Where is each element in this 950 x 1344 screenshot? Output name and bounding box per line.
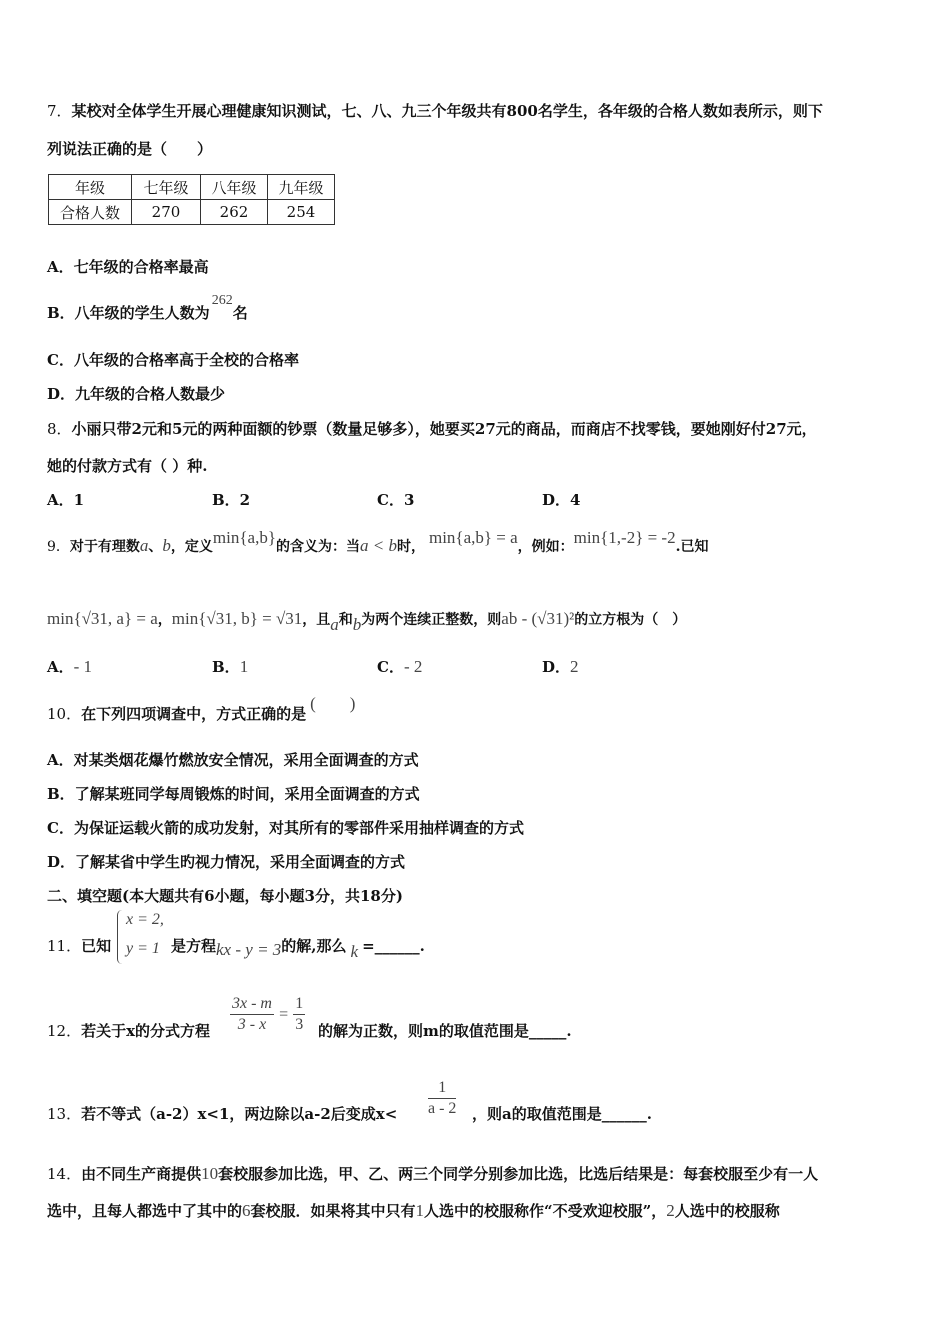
q14-text: 人选中的校服称	[674, 1202, 780, 1220]
q7-line2	[47, 138, 212, 160]
q7-option-b-value: 262	[211, 293, 233, 308]
q9-text: 和	[338, 612, 353, 628]
q9-text: 的立方根为（ ）	[574, 612, 687, 628]
q8-line2	[47, 455, 207, 477]
q14-num-2: 2	[666, 1201, 675, 1220]
q9-option-label: C．	[377, 658, 404, 676]
q9-expr: ab - (√31)²	[501, 609, 575, 628]
q12-lhs-fraction	[230, 994, 274, 1035]
q11-blank: =______.	[362, 937, 425, 955]
q8-option-b: B．2	[212, 491, 251, 509]
q9-sep: 、	[148, 539, 163, 555]
q7-text2: 列说法正确的是（ ）	[47, 140, 213, 158]
q9-text: 为两个连续正整数，则	[361, 612, 502, 628]
q9-var-a: a	[330, 615, 339, 634]
q7-text1: 某校对全体学生开展心理健康知识测试，七、八、九三个年级共有800名学生，各年级的合格人数如表所示，则下	[71, 102, 823, 120]
q7-grade-table	[48, 174, 335, 225]
q14-text: 选中，且每人都选中了其中的	[47, 1202, 243, 1220]
q9-cond1: min{√31, a} = a	[47, 609, 158, 628]
table-header-cell: 八年级	[201, 175, 268, 200]
q9-line1	[47, 528, 709, 558]
q8-line1	[47, 418, 817, 440]
q10-option-b: B．了解某班同学每周锻炼的时间，采用全面调查的方式	[47, 785, 420, 803]
q7-line1	[47, 100, 823, 122]
q14-num-10: 10	[201, 1164, 219, 1183]
q11-text: 已知	[81, 937, 112, 955]
q9-option-b	[212, 656, 248, 678]
q14-text: 套校服．如果将其中只有	[250, 1202, 416, 1220]
q9-cond2: min{√31, b} = √31	[171, 609, 303, 628]
q7-option-b-unit: 名	[232, 304, 248, 322]
q7-option-b	[47, 293, 248, 326]
q9-option-value: - 2	[403, 657, 423, 676]
q14-text: 套校服参加比选，甲、乙、两三个同学分别参加比选，比选后结果是：每套校服至少有一人	[218, 1165, 819, 1183]
q9-option-c	[377, 656, 422, 678]
q7-number: 7．	[47, 102, 72, 120]
table-header-cell: 九年级	[268, 175, 335, 200]
q13-line	[47, 1103, 397, 1125]
q9-option-value: 1	[239, 657, 249, 676]
q9-comma: ，	[157, 612, 172, 628]
q11-text: 是方程	[171, 937, 217, 955]
table-cell: 262	[201, 200, 268, 225]
q11-line	[47, 935, 111, 957]
q9-option-label: D．	[542, 658, 571, 676]
q10-text: 在下列四项调查中，方式正确的是	[81, 705, 307, 723]
section-2-heading: 二、填空题(本大题共有6小题，每小题3分，共18分)	[47, 887, 403, 905]
q9-text: .已知	[675, 539, 709, 555]
q14-number: 14．	[47, 1165, 82, 1183]
q13-fraction-expr	[428, 1078, 456, 1119]
q12-equals: =	[279, 1006, 289, 1023]
q9-text: ，定义	[170, 539, 213, 555]
q9-min-eq: min{a,b} = a	[428, 528, 518, 547]
q9-text: ，且	[302, 612, 331, 628]
q11-number: 11．	[47, 937, 82, 955]
q13-number: 13．	[47, 1105, 82, 1123]
q10-option-c: C．为保证运载火箭的成功发射，对其所有的零部件采用抽样调查的方式	[47, 819, 524, 837]
q12-rhs-numerator: 1	[293, 994, 305, 1015]
q9-option-value: 2	[570, 657, 579, 676]
q9-option-a	[47, 656, 92, 678]
q11-system-eq2: y = 1	[126, 940, 160, 957]
q14-line1	[47, 1163, 818, 1185]
q9-var-b: b	[162, 536, 171, 555]
table-header-cell: 年级	[49, 175, 132, 200]
q9-option-d	[542, 656, 579, 678]
q9-min-def: min{a,b}	[212, 528, 276, 547]
q12-number: 12．	[47, 1022, 82, 1040]
q9-var-a: a	[139, 536, 149, 555]
q11-equation: kx - y = 3	[216, 940, 282, 959]
q9-number: 9．	[47, 539, 70, 555]
q14-text: 由不同生产商提供	[81, 1165, 202, 1183]
q8-option-c: C．3	[377, 491, 415, 509]
q9-text: 时，	[396, 539, 425, 555]
q12-rhs-fraction	[293, 994, 305, 1035]
q12-fraction	[230, 994, 305, 1035]
q8-text1: 小丽只带2元和5元的两种面额的钞票（数量足够多），她要买27元的商品，而商店不找零钱，要她刚好付27元，	[71, 420, 817, 438]
table-row-label: 合格人数	[49, 200, 132, 225]
q9-condition: a < b	[359, 536, 397, 555]
q7-option-c: C．八年级的合格率高于全校的合格率	[47, 351, 299, 369]
q13-line-rest	[472, 1103, 652, 1125]
q11-var-k: k	[350, 942, 359, 961]
q14-line2	[47, 1200, 780, 1222]
q10-option-a: A．对某类烟花爆竹燃放安全情况，采用全面调查的方式	[47, 751, 419, 769]
q11-line-rest	[171, 935, 425, 961]
table-cell: 254	[268, 200, 335, 225]
q11-brace	[117, 910, 122, 964]
table-cell: 270	[132, 200, 201, 225]
q13-fraction	[428, 1078, 456, 1119]
q14-num-6: 6	[242, 1201, 251, 1220]
q7-option-b-text: B．八年级的学生人数为	[47, 304, 210, 322]
q12-lhs-denominator: 3 - x	[237, 1016, 267, 1033]
q11-system-eq1: x = 2,	[126, 911, 164, 928]
q13-denominator: a - 2	[428, 1100, 457, 1117]
q9-var-b: b	[352, 615, 362, 634]
q9-text: ，例如：	[517, 539, 574, 555]
q8-option-d: D．4	[542, 491, 581, 509]
q10-option-d: D．了解某省中学生旳视力情况，采用全面调查的方式	[47, 853, 406, 871]
q14-text: 人选中的校服称作“不受欢迎校服”，	[424, 1202, 667, 1220]
q14-num-1: 1	[415, 1201, 425, 1220]
q10-number: 10．	[47, 705, 82, 723]
q12-line-rest	[318, 1020, 572, 1042]
q9-option-label: A．	[47, 658, 74, 676]
q8-text2: 她的付款方式有（ ）种.	[47, 457, 208, 475]
q12-lhs-numerator: 3x - m	[230, 994, 274, 1015]
q9-text: 的含义为：当	[275, 539, 360, 555]
q10-line	[47, 694, 356, 725]
q13-text: 若不等式（a-2）x<1，两边除以a-2后变成x<	[81, 1105, 398, 1123]
q9-option-value: - 1	[73, 657, 93, 676]
q9-line2	[47, 608, 687, 634]
q7-option-a: A．七年级的合格率最高	[47, 258, 209, 276]
q13-text: ，则a的取值范围是______.	[472, 1105, 652, 1123]
q10-paren: ( )	[310, 694, 356, 713]
q9-option-label: B．	[212, 658, 240, 676]
q9-example: min{1,-2} = -2	[573, 528, 676, 547]
q8-number: 8．	[47, 420, 72, 438]
q12-text: 的解为正数，则m的取值范围是_____.	[318, 1022, 572, 1040]
q13-numerator: 1	[428, 1078, 456, 1099]
q11-text: 的解,那么	[281, 937, 347, 955]
table-header-cell: 七年级	[132, 175, 201, 200]
q7-option-d: D．九年级的合格人数最少	[47, 385, 226, 403]
q9-text: 对于有理数	[69, 539, 140, 555]
q8-option-a: A．1	[47, 491, 85, 509]
q12-line	[47, 1020, 210, 1042]
q12-rhs-denominator: 3	[295, 1016, 304, 1033]
q12-text: 若关于x的分式方程	[81, 1022, 211, 1040]
